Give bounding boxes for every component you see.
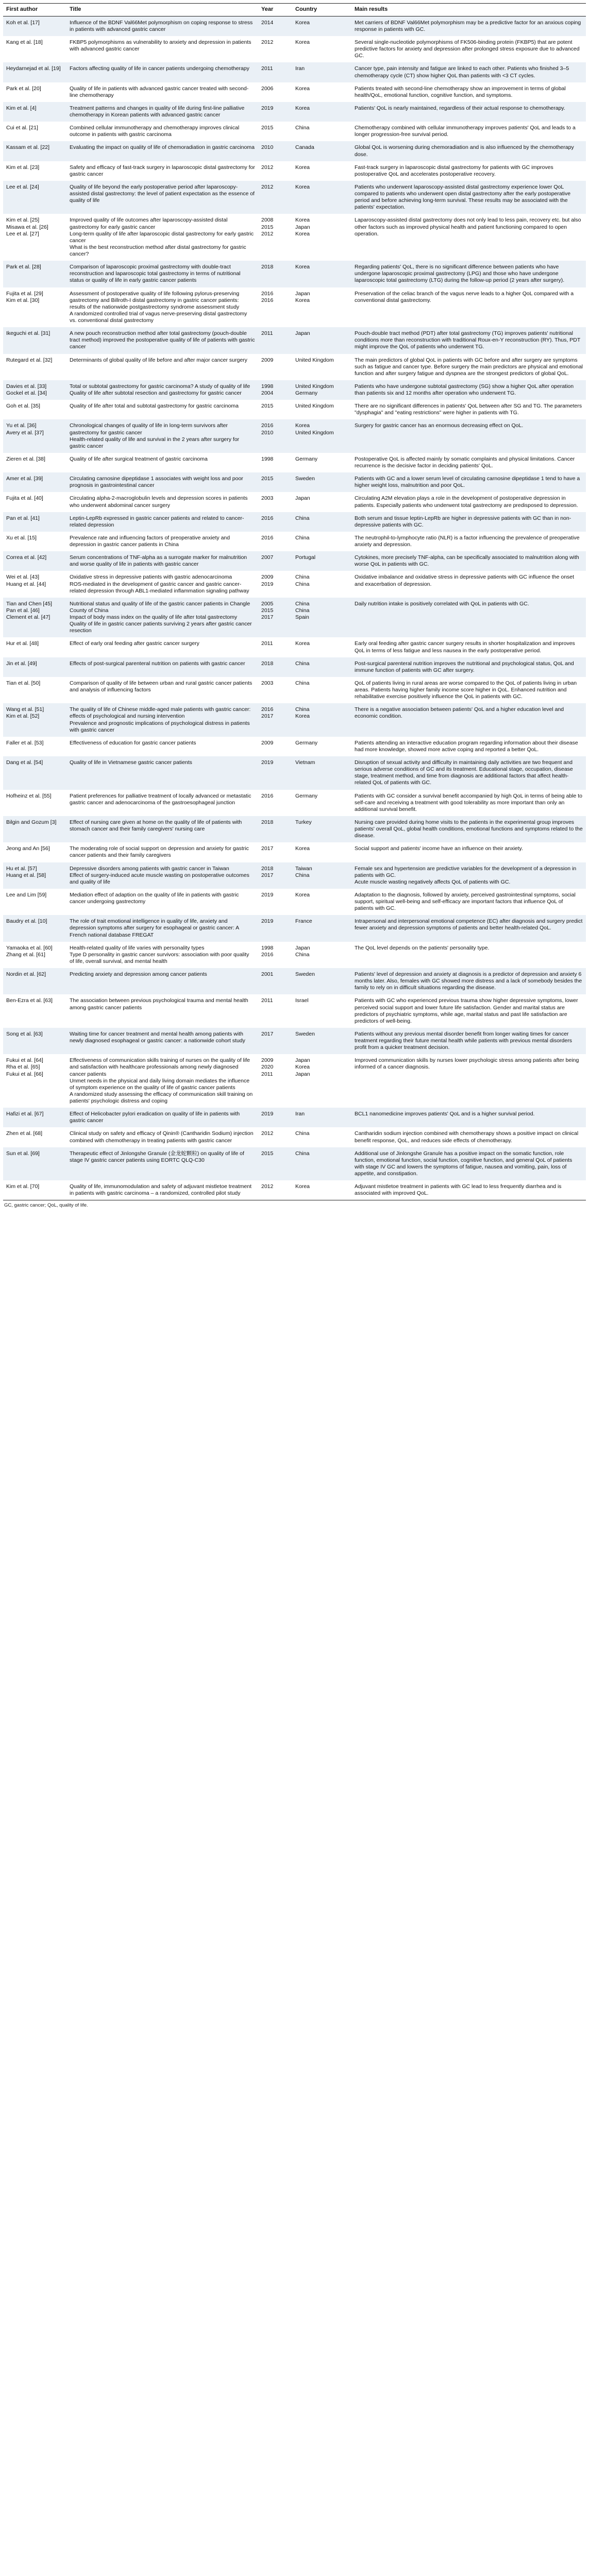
- cell-title: Nutritional status and quality of life of the gastric cancer patients in Changle County of China Impact of body mass index on the quality of life after total gastrectomy Quality of life in gastric cancer patients surviving 2 years after gastric cancer resection: [66, 598, 258, 638]
- cell-first-author: Bilgin and Gozum [3]: [3, 816, 66, 842]
- cell-first-author: Correa et al. [42]: [3, 551, 66, 571]
- cell-main-results: The QoL level depends on the patients' personality type.: [351, 942, 586, 968]
- cell-main-results: Patients with GC consider a survival benefit accompanied by high QoL in terms of being able to self-care and receiving a treatment with good tolerability as more important than only an additional survival benefit.: [351, 790, 586, 816]
- cell-year: 2001: [258, 968, 292, 994]
- cell-year: 2018: [258, 657, 292, 677]
- cell-country: Korea United Kingdom: [292, 419, 351, 453]
- header-country: Country: [292, 4, 351, 16]
- table-row: [3, 161, 586, 181]
- cell-main-results: Patients who have undergone subtotal gastrectomy (SG) show a higher QoL after operation than patients six and 12 months after operation who underwent TG.: [351, 380, 586, 400]
- cell-first-author: Heydarnejad et al. [19]: [3, 62, 66, 82]
- table-row: [3, 532, 586, 551]
- cell-year: 2019: [258, 889, 292, 915]
- cell-country: Germany: [292, 453, 351, 472]
- cell-first-author: Park et al. [20]: [3, 82, 66, 102]
- cell-year: 2010: [258, 141, 292, 161]
- cell-main-results: Chemotherapy combined with cellular immunotherapy improves patients' QoL and leads to a longer progression-free survival period.: [351, 122, 586, 141]
- cell-title: Effects of post-surgical parenteral nutrition on patients with gastric cancer: [66, 657, 258, 677]
- cell-main-results: Patients treated with second-line chemotherapy show an improvement in terms of global health/QoL, emotional function, cognitive function, and symptoms.: [351, 82, 586, 102]
- cell-title: Health-related quality of life varies with personality types Type D personality in gastric cancer survivors: association with poor quality of life, overall survival, and mental health: [66, 942, 258, 968]
- cell-country: China: [292, 1147, 351, 1181]
- table-row: [3, 492, 586, 512]
- cell-first-author: Cui et al. [21]: [3, 122, 66, 141]
- cell-country: France: [292, 915, 351, 941]
- cell-title: Quality of life in Vietnamese gastric cancer patients: [66, 756, 258, 790]
- cell-title: Comparison of quality of life between urban and rural gastric cancer patients and analysis of influencing factors: [66, 677, 258, 703]
- cell-title: Combined cellular immunotherapy and chemotherapy improves clinical outcome in patients with gastric carcinoma: [66, 122, 258, 141]
- cell-title: Effect of Helicobacter pylori eradication on quality of life in patients with gastric cancer: [66, 1108, 258, 1127]
- cell-title: Total or subtotal gastrectomy for gastric carcinoma? A study of quality of life Quality of life after subtotal resection and gastrectomy for gastric cancer: [66, 380, 258, 400]
- header-title: Title: [66, 4, 258, 16]
- cell-title: FKBP5 polymorphisms as vulnerability to anxiety and depression in patients with advanced gastric cancer: [66, 36, 258, 62]
- cell-main-results: Patients who underwent laparoscopy-assisted distal gastrectomy experience lower QoL compared to patients who underwent open distal gastrectomy after the early postoperative period and before achieving long-term survival. These results may be associated with the patients' expectation.: [351, 181, 586, 214]
- cell-main-results: QoL of patients living in rural areas are worse compared to the QoL of patients living in urban areas. Patients having higher family income score higher in QoL. Enhanced nutrition and rehabilitative exercise positively influence the QoL in patients with GC.: [351, 677, 586, 703]
- cell-first-author: Zhen et al. [68]: [3, 1127, 66, 1147]
- cell-first-author: Ben-Ezra et al. [63]: [3, 994, 66, 1028]
- cell-first-author: Lee and Lim [59]: [3, 889, 66, 915]
- cell-country: Korea: [292, 161, 351, 181]
- cell-first-author: Fujita et al. [40]: [3, 492, 66, 512]
- header-row: [3, 4, 586, 16]
- table-row: [3, 36, 586, 62]
- cell-main-results: Fast-track surgery in laparoscopic distal gastrectomy for patients with GC improves postoperative QoL and accelerates postoperative recovery.: [351, 161, 586, 181]
- table-row: [3, 214, 586, 261]
- cell-title: Chronological changes of quality of life in long-term survivors after gastrectomy for gastric cancer Health-related quality of life and survival in the 2 years after surgery for gastric cancer: [66, 419, 258, 453]
- cell-country: Korea: [292, 1180, 351, 1200]
- cell-year: 2011: [258, 62, 292, 82]
- cell-first-author: Hafizi et al. [67]: [3, 1108, 66, 1127]
- cell-title: Determinants of global quality of life before and after major cancer surgery: [66, 354, 258, 380]
- cell-country: Korea: [292, 181, 351, 214]
- cell-title: Circulating carnosine dipeptidase 1 associates with weight loss and poor prognosis in gastrointestinal cancer: [66, 472, 258, 492]
- cell-main-results: Early oral feeding after gastric cancer surgery results in shorter hospitalization and improves QoL in terms of less fatigue and less nausea in the early postoperative period.: [351, 637, 586, 657]
- cell-main-results: Oxidative imbalance and oxidative stress in depressive patients with GC influence the onset and exacerbation of depression.: [351, 571, 586, 597]
- cell-main-results: Cancer type, pain intensity and fatigue are linked to each other. Patients who finished 3–5 chemotherapy cycle (CT) show higher QoL than patients with <3 CT cycles.: [351, 62, 586, 82]
- table-row: [3, 657, 586, 677]
- table-footnote: GC, gastric cancer; QoL, quality of life.: [4, 1202, 88, 1209]
- cell-main-results: Surgery for gastric cancer has an enormous decreasing effect on QoL.: [351, 419, 586, 453]
- cell-country: Germany: [292, 737, 351, 756]
- cell-main-results: Patients' QoL is nearly maintained, regardless of their actual response to chemotherapy.: [351, 102, 586, 122]
- cell-year: 2016: [258, 512, 292, 532]
- cell-country: Japan Korea: [292, 287, 351, 328]
- table-row: [3, 677, 586, 703]
- table-row: [3, 82, 586, 102]
- cell-country: Korea: [292, 889, 351, 915]
- cell-year: 2016: [258, 532, 292, 551]
- cell-title: A new pouch reconstruction method after total gastrectomy (pouch-double tract method) improved the postoperative quality of life of patients with gastric cancer: [66, 327, 258, 353]
- cell-first-author: Kim et al. [25] Misawa et al. [26] Lee et al. [27]: [3, 214, 66, 261]
- cell-first-author: Yu et al. [36] Avery et al. [37]: [3, 419, 66, 453]
- table-row: [3, 419, 586, 453]
- cell-title: Oxidative stress in depressive patients with gastric adenocarcinoma ROS-mediated in the development of gastric cancer and gastric cancer-related depression through ABL1-mediated inflammation signaling pathway: [66, 571, 258, 597]
- cell-main-results: Post-surgical parenteral nutrition improves the nutritional and psychological status, QoL and immune function of patients with GC after surgery.: [351, 657, 586, 677]
- cell-year: 2015: [258, 400, 292, 419]
- cell-year: 2018 2017: [258, 862, 292, 889]
- cell-title: Quality of life in patients with advanced gastric cancer treated with second-line chemotherapy: [66, 82, 258, 102]
- cell-year: 2011: [258, 994, 292, 1028]
- cell-title: Effectiveness of communication skills training of nurses on the quality of life and satisfaction with healthcare professionals among newly diagnosed cancer patients Unmet needs in the physical and daily living domain mediates the influence of symptom experience on the quality of life of gastric cancer patients A randomized study assessing the efficacy of communication skill training on patients' psychologic distress and coping: [66, 1054, 258, 1108]
- cell-first-author: Song et al. [63]: [3, 1028, 66, 1054]
- table-row: [3, 16, 586, 36]
- header-main-results: Main results: [351, 4, 586, 16]
- table-row: [3, 1108, 586, 1127]
- table-row: [3, 181, 586, 214]
- cell-main-results: Additional use of Jinlongshe Granule has a positive impact on the somatic function, role function, emotional function, social function, cognitive function, and general QoL of patients with stage IV GC and lowers the symptoms of fatigue, nausea and vomiting, pain, loss of appetite, and constipation.: [351, 1147, 586, 1181]
- cell-year: 2011: [258, 327, 292, 353]
- table-row: [3, 141, 586, 161]
- table-row: [3, 1127, 586, 1147]
- cell-main-results: Cytokines, more precisely TNF-alpha, can be specifically associated to malnutrition along with worse QoL in patients with GC.: [351, 551, 586, 571]
- document: [3, 3, 586, 1208]
- table-row: [3, 453, 586, 472]
- cell-first-author: Koh et al. [17]: [3, 16, 66, 36]
- cell-first-author: Goh et al. [35]: [3, 400, 66, 419]
- cell-year: 2015: [258, 122, 292, 141]
- cell-main-results: There are no significant differences in patients' QoL between after SG and TG. The parameters "dysphagia" and "eating restrictions" were higher in patients with TG.: [351, 400, 586, 419]
- cell-year: 1998 2016: [258, 942, 292, 968]
- cell-title: Serum concentrations of TNF-alpha as a surrogate marker for malnutrition and worse quality of life in patients with gastric cancer: [66, 551, 258, 571]
- table-row: [3, 889, 586, 915]
- cell-year: 2015: [258, 472, 292, 492]
- cell-title: Depressive disorders among patients with gastric cancer in Taiwan Effect of surgery-induced acute muscle wasting on postoperative outcomes and quality of life: [66, 862, 258, 889]
- header-year: Year: [258, 4, 292, 16]
- cell-first-author: Sun et al. [69]: [3, 1147, 66, 1181]
- table-row: [3, 512, 586, 532]
- cell-year: 2003: [258, 492, 292, 512]
- cell-first-author: Jeong and An [56]: [3, 842, 66, 862]
- cell-title: Influence of the BDNF Val66Met polymorphism on coping response to stress in patients with advanced gastric cancer: [66, 16, 258, 36]
- cell-country: Israel: [292, 994, 351, 1028]
- table-row: [3, 816, 586, 842]
- table-row: [3, 400, 586, 419]
- cell-title: The association between previous psychological trauma and mental health among gastric cancer patients: [66, 994, 258, 1028]
- cell-first-author: Kim et al. [70]: [3, 1180, 66, 1200]
- cell-first-author: Fukui et al. [64] Rha et al. [65] Fukui et al. [66]: [3, 1054, 66, 1108]
- cell-title: Safety and efficacy of fast-track surgery in laparoscopic distal gastrectomy for gastric cancer: [66, 161, 258, 181]
- cell-title: Improved quality of life outcomes after laparoscopy-assisted distal gastrectomy for early gastric cancer Long-term quality of life after laparoscopic distal gastrectomy for early gastric cancer What is the best reconstruction method after distal gastrectomy for gastric cancer?: [66, 214, 258, 261]
- cell-main-results: Global QoL is worsening during chemoradiation and is also influenced by the chemotherapy dose.: [351, 141, 586, 161]
- cell-country: United Kingdom: [292, 354, 351, 380]
- cell-title: Treatment patterns and changes in quality of life during first-line palliative chemotherapy in Korean patients with advanced gastric cancer: [66, 102, 258, 122]
- table-row: [3, 122, 586, 141]
- cell-year: 2016 2017: [258, 703, 292, 737]
- cell-first-author: Fujita et al. [29] Kim et al. [30]: [3, 287, 66, 328]
- cell-main-results: There is a negative association between patients' QoL and a higher education level and economic condition.: [351, 703, 586, 737]
- cell-title: The moderating role of social support on depression and anxiety for gastric cancer patients and their family caregivers: [66, 842, 258, 862]
- cell-title: Quality of life beyond the early postoperative period after laparoscopy-assisted distal gastrectomy: the level of patient expectation as the essence of quality of life: [66, 181, 258, 214]
- cell-main-results: Laparoscopy-assisted distal gastrectomy does not only lead to less pain, recovery etc. but also other factors such as improved physical health and patient functioning compared to open operation.: [351, 214, 586, 261]
- cell-country: Korea Japan Korea: [292, 214, 351, 261]
- cell-main-results: Female sex and hypertension are predictive variables for the development of a depression in patients with GC. Acute muscle wasting negatively affects QoL of patients with GC.: [351, 862, 586, 889]
- cell-first-author: Hofheinz et al. [55]: [3, 790, 66, 816]
- table-row: [3, 737, 586, 756]
- cell-year: 2019: [258, 756, 292, 790]
- table-row: [3, 1180, 586, 1200]
- cell-country: Korea: [292, 637, 351, 657]
- cell-country: China China: [292, 571, 351, 597]
- cell-main-results: Postoperative QoL is affected mainly by somatic complaints and physical limitations. Cancer recurrence is the decisive factor in deciding patients' QoL.: [351, 453, 586, 472]
- cell-main-results: Met carriers of BDNF Val66Met polymorphism may be a predictive factor for an anxious coping response in patients with GC.: [351, 16, 586, 36]
- cell-country: Korea: [292, 82, 351, 102]
- cell-title: Evaluating the impact on quality of life of chemoradiation in gastric carcinoma: [66, 141, 258, 161]
- cell-main-results: Cantharidin sodium injection combined with chemotherapy shows a positive impact on clinical benefit response, QoL, and reduces side effects of chemotherapy.: [351, 1127, 586, 1147]
- cell-country: China: [292, 122, 351, 141]
- table-row: [3, 380, 586, 400]
- cell-main-results: The neutrophil-to-lymphocyte ratio (NLR) is a factor influencing the prevalence of preoperative anxiety and depression.: [351, 532, 586, 551]
- cell-title: Therapeutic effect of Jinlongshe Granule (金龙蛇颗粒) on quality of life of stage IV gastric cancer patients using EORTC QLQ-C30: [66, 1147, 258, 1181]
- table-row: [3, 571, 586, 597]
- cell-main-results: Patients with GC and a lower serum level of circulating carnosine dipeptidase 1 tend to have a higher weight loss, malnutrition and poor QoL.: [351, 472, 586, 492]
- cell-main-results: Pouch-double tract method (PDT) after total gastrectomy (TG) improves patients' nutritional conditions more than reconstruction with traditional Roux-en-Y reconstruction (RY). Thus, PDT might improve the QoL of patients who underwent TG.: [351, 327, 586, 353]
- cell-first-author: Baudry et al. [10]: [3, 915, 66, 941]
- table-row: [3, 756, 586, 790]
- cell-first-author: Kassam et al. [22]: [3, 141, 66, 161]
- cell-country: Sweden: [292, 968, 351, 994]
- cell-country: Korea: [292, 16, 351, 36]
- cell-country: Sweden: [292, 472, 351, 492]
- cell-country: Turkey: [292, 816, 351, 842]
- cell-title: Mediation effect of adaption on the quality of life in patients with gastric cancer undergoing gastrectomy: [66, 889, 258, 915]
- cell-title: Prevalence rate and influencing factors of preoperative anxiety and depression in gastric cancer patients in China: [66, 532, 258, 551]
- cell-title: Clinical study on safety and efficacy of Qinin® (Cantharidin Sodium) injection combined with chemotherapy in treating patients with gastric cancer: [66, 1127, 258, 1147]
- cell-country: China: [292, 512, 351, 532]
- cell-first-author: Xu et al. [15]: [3, 532, 66, 551]
- cell-year: 2009: [258, 354, 292, 380]
- cell-country: Sweden: [292, 1028, 351, 1054]
- cell-title: Comparison of laparoscopic proximal gastrectomy with double-tract reconstruction and laparoscopic total gastrectomy in terms of nutritional status or quality of life in early gastric cancer patients: [66, 261, 258, 287]
- cell-main-results: Patients with GC who experienced previous trauma show higher depressive symptoms, lower perceived social support and lower future life satisfaction. Gender and marital status are predictors of psychiatric symptoms, while age, marital status and past life satisfaction are predictors of well-being.: [351, 994, 586, 1028]
- cell-country: United Kingdom: [292, 400, 351, 419]
- cell-title: Quality of life after total and subtotal gastrectomy for gastric carcinoma: [66, 400, 258, 419]
- cell-title: Circulating alpha-2-macroglobulin levels and depression scores in patients who underwent abdominal cancer surgery: [66, 492, 258, 512]
- cell-title: Assessment of postoperative quality of life following pylorus-preserving gastrectomy and Billroth-I distal gastrectomy in gastric cancer patients: results of the nationwide postgastrectomy syndrome assessment study A randomized controlled trial of vagus nerve-preserving distal gastrectomy vs. conventional distal gastrectomy: [66, 287, 258, 328]
- table-row: [3, 968, 586, 994]
- table-row: [3, 703, 586, 737]
- table-row: [3, 261, 586, 287]
- cell-main-results: Patients without any previous mental disorder benefit from longer waiting times for cancer treatment regarding their future mental health while patients with previous mental disorders profit from a quicker treatment decision.: [351, 1028, 586, 1054]
- cell-country: Germany: [292, 790, 351, 816]
- table-header: [3, 4, 586, 16]
- cell-year: 2012: [258, 181, 292, 214]
- cell-year: 2003: [258, 677, 292, 703]
- cell-country: China: [292, 677, 351, 703]
- cell-year: 2008 2015 2012: [258, 214, 292, 261]
- cell-country: Vietnam: [292, 756, 351, 790]
- cell-country: Japan Korea Japan: [292, 1054, 351, 1108]
- cell-title: Effect of nursing care given at home on the quality of life of patients with stomach cancer and their family caregivers' nursing care: [66, 816, 258, 842]
- cell-year: 2012: [258, 1180, 292, 1200]
- cell-year: 2018: [258, 816, 292, 842]
- cell-first-author: Hur et al. [48]: [3, 637, 66, 657]
- cell-main-results: Patients' level of depression and anxiety at diagnosis is a predictor of depression and anxiety 6 months later. Also, females with GC showed more distress and a lack of somebody besides the family to rely on in difficult situations regarding the disease.: [351, 968, 586, 994]
- cell-title: Effectiveness of education for gastric cancer patients: [66, 737, 258, 756]
- cell-year: 2009 2019: [258, 571, 292, 597]
- cell-main-results: The main predictors of global QoL in patients with GC before and after surgery are symptoms such as fatigue and cancer type. Before surgery the main predictors are physical and emotional function and after surgery fatigue and dyspnea are the strongest predictors of global QoL.: [351, 354, 586, 380]
- cell-first-author: Davies et al. [33] Gockel et al. [34]: [3, 380, 66, 400]
- cell-year: 2012: [258, 161, 292, 181]
- table-row: [3, 994, 586, 1028]
- table-row: [3, 287, 586, 328]
- cell-year: 2012: [258, 1127, 292, 1147]
- table-body: [3, 16, 586, 1200]
- cell-first-author: Kim et al. [4]: [3, 102, 66, 122]
- cell-main-results: Several single-nucleotide polymorphisms of FK506-binding protein (FKBP5) that are potent predictive factors for anxiety and depression after prolonged stress exposure due to advanced GC.: [351, 36, 586, 62]
- cell-year: 2017: [258, 842, 292, 862]
- cell-country: Iran: [292, 62, 351, 82]
- table-row: [3, 637, 586, 657]
- cell-main-results: Patients attending an interactive education program regarding information about their disease had more knowledge, showed more active coping and reported a better QoL.: [351, 737, 586, 756]
- table-row: [3, 598, 586, 638]
- cell-title: Effect of early oral feeding after gastric cancer surgery: [66, 637, 258, 657]
- cell-country: United Kingdom Germany: [292, 380, 351, 400]
- cell-first-author: Jin et al. [49]: [3, 657, 66, 677]
- cell-year: 2014: [258, 16, 292, 36]
- cell-first-author: Kang et al. [18]: [3, 36, 66, 62]
- table-row: [3, 354, 586, 380]
- cell-country: Canada: [292, 141, 351, 161]
- cell-first-author: Dang et al. [54]: [3, 756, 66, 790]
- cell-first-author: Amer et al. [39]: [3, 472, 66, 492]
- table-row: [3, 1147, 586, 1181]
- cell-year: 2019: [258, 102, 292, 122]
- cell-country: Japan China: [292, 942, 351, 968]
- cell-main-results: Preservation of the celiac branch of the vagus nerve leads to a higher QoL compared with a conventional distal gastrectomy.: [351, 287, 586, 328]
- cell-title: Leptin-LepRb expressed in gastric cancer patients and related to cancer-related depression: [66, 512, 258, 532]
- cell-first-author: Tian et al. [50]: [3, 677, 66, 703]
- cell-main-results: Daily nutrition intake is positively correlated with QoL in patients with GC.: [351, 598, 586, 638]
- cell-title: The role of trait emotional intelligence in quality of life, anxiety and depression symptoms after surgery for esophageal or gastric cancer: A French national database FREGAT: [66, 915, 258, 941]
- cell-country: China: [292, 532, 351, 551]
- cell-year: 2011: [258, 637, 292, 657]
- cell-first-author: Kim et al. [23]: [3, 161, 66, 181]
- table-row: [3, 472, 586, 492]
- cell-title: Patient preferences for palliative treatment of locally advanced or metastatic gastric cancer and adenocarcinoma of the gastroesophageal junction: [66, 790, 258, 816]
- cell-main-results: Regarding patients' QoL, there is no significant difference between patients who have undergone laparoscopic proximal gastrectomy (LPG) and those who have undergone laparoscopic total gastrectomy (LTG) during the follow-up period (2 years after surgery).: [351, 261, 586, 287]
- cell-first-author: Ikeguchi et al. [31]: [3, 327, 66, 353]
- cell-first-author: Yamaoka et al. [60] Zhang et al. [61]: [3, 942, 66, 968]
- table-row: [3, 1054, 586, 1108]
- table-row: [3, 1028, 586, 1054]
- cell-country: China: [292, 1127, 351, 1147]
- cell-country: Taiwan China: [292, 862, 351, 889]
- cell-main-results: Disruption of sexual activity and difficulty in maintaining daily activities are two frequent and serious adverse conditions of GC and its treatment. Educational stage, occupation, disease stage, treatment method, and time from diagnosis are additional factors that affect health-related QoL of patients with GC.: [351, 756, 586, 790]
- cell-year: 2017: [258, 1028, 292, 1054]
- cell-main-results: Adjuvant mistletoe treatment in patients with GC lead to less frequently diarrhea and is associated with improved QoL.: [351, 1180, 586, 1200]
- cell-country: China: [292, 657, 351, 677]
- cell-year: 2012: [258, 36, 292, 62]
- cell-country: Iran: [292, 1108, 351, 1127]
- studies-table: [3, 3, 586, 1200]
- cell-country: China Korea: [292, 703, 351, 737]
- table-row: [3, 102, 586, 122]
- cell-year: 2009: [258, 737, 292, 756]
- cell-year: 2016: [258, 790, 292, 816]
- cell-first-author: Park et al. [28]: [3, 261, 66, 287]
- cell-country: Korea: [292, 36, 351, 62]
- cell-main-results: Nursing care provided during home visits to the patients in the experimental group improves patients' overall QoL, global health conditions, emotional functions and symptoms related to the disease.: [351, 816, 586, 842]
- cell-year: 2019: [258, 1108, 292, 1127]
- cell-main-results: Both serum and tissue leptin-LepRb are higher in depressive patients with GC than in non-depressive patients with GC.: [351, 512, 586, 532]
- cell-year: 2007: [258, 551, 292, 571]
- cell-main-results: Improved communication skills by nurses lower psychologic stress among patients after being informed of a cancer diagnosis.: [351, 1054, 586, 1108]
- cell-first-author: Lee et al. [24]: [3, 181, 66, 214]
- cell-country: Japan: [292, 492, 351, 512]
- cell-year: 2006: [258, 82, 292, 102]
- cell-first-author: Hu et al. [57] Huang et al. [58]: [3, 862, 66, 889]
- cell-year: 2005 2015 2017: [258, 598, 292, 638]
- cell-title: Waiting time for cancer treatment and mental health among patients with newly diagnosed esophageal or gastric cancer: a nationwide cohort study: [66, 1028, 258, 1054]
- cell-main-results: Adaptation to the diagnosis, followed by anxiety, perceived gastrointestinal symptoms, social support, spiritual well-being and self-efficacy are important factors that influence QoL of patients with GC.: [351, 889, 586, 915]
- cell-year: 1998: [258, 453, 292, 472]
- table-row: [3, 842, 586, 862]
- cell-country: China China Spain: [292, 598, 351, 638]
- cell-first-author: Wang et al. [51] Kim et al. [52]: [3, 703, 66, 737]
- cell-country: Japan: [292, 327, 351, 353]
- cell-first-author: Pan et al. [41]: [3, 512, 66, 532]
- cell-title: Predicting anxiety and depression among cancer patients: [66, 968, 258, 994]
- table-row: [3, 62, 586, 82]
- cell-year: 2016 2010: [258, 419, 292, 453]
- cell-main-results: Social support and patients' income have an influence on their anxiety.: [351, 842, 586, 862]
- cell-first-author: Wei et al. [43] Huang et al. [44]: [3, 571, 66, 597]
- cell-year: 1998 2004: [258, 380, 292, 400]
- cell-first-author: Tian and Chen [45] Pan et al. [46] Clement et al. [47]: [3, 598, 66, 638]
- table-row: [3, 790, 586, 816]
- cell-country: Portugal: [292, 551, 351, 571]
- table-row: [3, 942, 586, 968]
- cell-title: The quality of life of Chinese middle-aged male patients with gastric cancer: effects of psychological and nursing intervention Prevalence and prognostic implications of psychological distress in patients with gastric cancer: [66, 703, 258, 737]
- cell-country: Korea: [292, 102, 351, 122]
- cell-first-author: Rutegard et al. [32]: [3, 354, 66, 380]
- cell-main-results: Intrapersonal and interpersonal emotional competence (EC) after diagnosis and surgery predict fewer anxiety and depression symptoms of patients and better health-related QoL.: [351, 915, 586, 941]
- cell-year: 2019: [258, 915, 292, 941]
- cell-title: Factors affecting quality of life in cancer patients undergoing chemotherapy: [66, 62, 258, 82]
- table-row: [3, 862, 586, 889]
- table-row: [3, 551, 586, 571]
- cell-first-author: Zieren et al. [38]: [3, 453, 66, 472]
- cell-country: Korea: [292, 261, 351, 287]
- cell-first-author: Nordin et al. [62]: [3, 968, 66, 994]
- cell-main-results: BCL1 nanomedicine improves patients' QoL and is a higher survival period.: [351, 1108, 586, 1127]
- cell-year: 2009 2020 2011: [258, 1054, 292, 1108]
- header-first-author: First author: [3, 4, 66, 16]
- table-row: [3, 915, 586, 941]
- cell-first-author: Faller et al. [53]: [3, 737, 66, 756]
- cell-year: 2015: [258, 1147, 292, 1181]
- cell-title: Quality of life after surgical treatment of gastric carcinoma: [66, 453, 258, 472]
- cell-title: Quality of life, immunomodulation and safety of adjuvant mistletoe treatment in patients with gastric carcinoma – a randomized, controlled pilot study: [66, 1180, 258, 1200]
- cell-country: Korea: [292, 842, 351, 862]
- cell-year: 2016 2016: [258, 287, 292, 328]
- cell-year: 2018: [258, 261, 292, 287]
- table-row: [3, 327, 586, 353]
- cell-main-results: Circulating A2M elevation plays a role in the development of postoperative depression in patients. Especially patients who underwent total gastrectomy are predisposed to depression.: [351, 492, 586, 512]
